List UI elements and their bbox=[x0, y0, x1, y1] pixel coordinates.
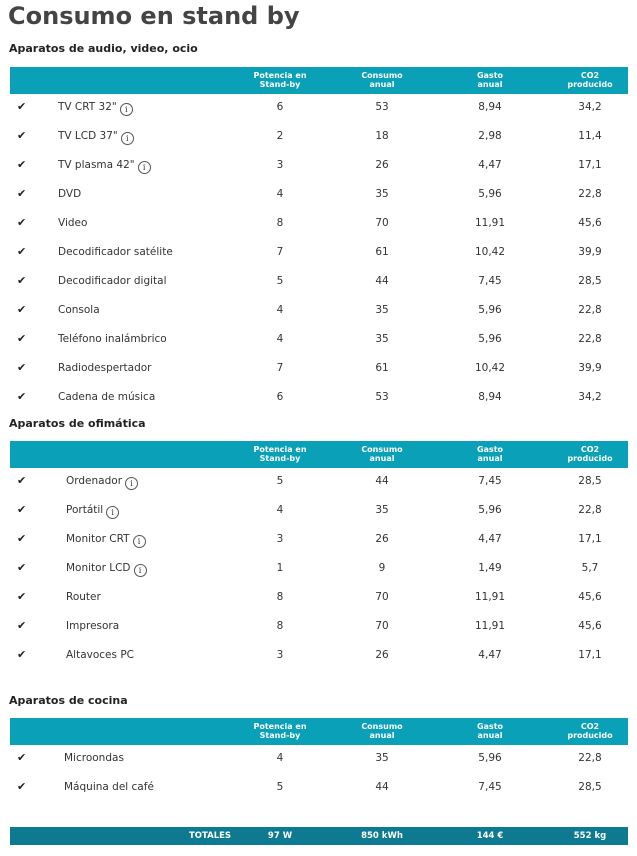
cell-potencia: 6 bbox=[276, 391, 284, 403]
check-icon[interactable]: ✔ bbox=[17, 390, 27, 403]
section-title: Aparatos de ofimática bbox=[9, 417, 146, 430]
appliance-name: TV plasma 42" bbox=[58, 159, 135, 171]
cell-consumo: 70 bbox=[375, 217, 389, 229]
cell-gasto: 10,42 bbox=[474, 246, 506, 258]
column-header-gasto bbox=[445, 445, 535, 463]
cell-consumo: 35 bbox=[375, 752, 389, 764]
cell-gasto: 10,42 bbox=[474, 362, 506, 374]
column-header-line: Gasto bbox=[476, 722, 504, 731]
cell-potencia: 8 bbox=[276, 217, 284, 229]
check-icon[interactable]: ✔ bbox=[17, 187, 27, 200]
appliance-name: Máquina del café bbox=[64, 781, 154, 793]
column-header-line: Potencia en bbox=[253, 722, 307, 731]
cell-consumo: 26 bbox=[375, 649, 389, 661]
appliance-name: Altavoces PC bbox=[66, 649, 134, 661]
column-header-line: producido bbox=[567, 454, 613, 463]
table-row bbox=[10, 525, 628, 554]
cell-potencia: 3 bbox=[276, 649, 284, 661]
column-header-co2 bbox=[545, 722, 635, 740]
table-header bbox=[10, 718, 628, 745]
appliance-label bbox=[66, 504, 119, 519]
check-icon[interactable]: ✔ bbox=[17, 780, 27, 793]
table-row bbox=[10, 296, 628, 325]
table-row bbox=[10, 467, 628, 496]
cell-consumo: 18 bbox=[375, 130, 389, 142]
page-title: Consumo en stand by bbox=[8, 2, 300, 30]
table-row bbox=[10, 267, 628, 296]
appliance-name: Decodificador digital bbox=[58, 275, 167, 287]
appliance-label bbox=[58, 159, 151, 174]
appliance-label bbox=[64, 781, 154, 794]
cell-potencia: 8 bbox=[276, 591, 284, 603]
cell-gasto: 1,49 bbox=[478, 562, 502, 574]
cell-potencia: 4 bbox=[276, 304, 284, 316]
table-row bbox=[10, 209, 628, 238]
cell-consumo: 70 bbox=[375, 620, 389, 632]
appliance-name: Ordenador bbox=[66, 475, 123, 487]
table-row bbox=[10, 383, 628, 412]
appliance-name: Impresora bbox=[66, 620, 120, 632]
cell-co2: 22,8 bbox=[578, 333, 602, 345]
appliance-name: DVD bbox=[58, 188, 82, 200]
table-row bbox=[10, 554, 628, 583]
table-header bbox=[10, 67, 628, 94]
appliance-name: Router bbox=[66, 591, 101, 603]
appliance-label bbox=[64, 752, 124, 765]
cell-gasto: 7,45 bbox=[478, 275, 502, 287]
table-row bbox=[10, 744, 628, 773]
cell-gasto: 11,91 bbox=[474, 217, 506, 229]
appliance-name: Video bbox=[58, 217, 88, 229]
cell-potencia: 7 bbox=[276, 362, 284, 374]
cell-co2: 22,8 bbox=[578, 304, 602, 316]
check-icon[interactable]: ✔ bbox=[17, 216, 27, 229]
check-icon[interactable]: ✔ bbox=[17, 532, 27, 545]
appliance-label bbox=[58, 188, 81, 201]
cell-consumo: 26 bbox=[375, 159, 389, 171]
column-header-line: producido bbox=[567, 731, 613, 740]
column-header-co2 bbox=[545, 71, 635, 89]
check-icon[interactable]: ✔ bbox=[17, 619, 27, 632]
cell-gasto: 8,94 bbox=[478, 101, 502, 113]
column-header-line: anual bbox=[369, 731, 395, 740]
totals-potencia: 97 W bbox=[267, 831, 293, 841]
appliance-name: Monitor CRT bbox=[66, 533, 130, 545]
cell-gasto: 4,47 bbox=[478, 159, 502, 171]
appliance-name: Decodificador satélite bbox=[58, 246, 173, 258]
cell-co2: 45,6 bbox=[578, 591, 602, 603]
cell-co2: 39,9 bbox=[578, 246, 602, 258]
check-icon[interactable]: ✔ bbox=[17, 503, 27, 516]
appliance-label bbox=[66, 591, 101, 604]
appliance-name: TV LCD 37" bbox=[58, 130, 118, 142]
cell-co2: 28,5 bbox=[578, 781, 602, 793]
column-header-line: CO2 bbox=[580, 71, 600, 80]
table-row bbox=[10, 151, 628, 180]
cell-co2: 22,8 bbox=[578, 504, 602, 516]
cell-co2: 5,7 bbox=[581, 562, 599, 574]
cell-potencia: 5 bbox=[276, 781, 284, 793]
cell-co2: 34,2 bbox=[578, 101, 602, 113]
cell-co2: 28,5 bbox=[578, 475, 602, 487]
cell-consumo: 70 bbox=[375, 591, 389, 603]
appliance-label bbox=[58, 130, 134, 145]
column-header-line: Consumo bbox=[361, 722, 403, 731]
appliance-name: Microondas bbox=[64, 752, 124, 764]
cell-potencia: 8 bbox=[276, 620, 284, 632]
cell-consumo: 53 bbox=[375, 101, 389, 113]
cell-consumo: 44 bbox=[375, 275, 389, 287]
column-header-line: Consumo bbox=[361, 71, 403, 80]
cell-gasto: 4,47 bbox=[478, 649, 502, 661]
column-header-line: Gasto bbox=[476, 71, 504, 80]
section-title: Aparatos de audio, video, ocio bbox=[9, 42, 198, 55]
appliance-name: Consola bbox=[58, 304, 100, 316]
appliance-name: Cadena de música bbox=[58, 391, 156, 403]
column-header-line: Gasto bbox=[476, 445, 504, 454]
cell-co2: 34,2 bbox=[578, 391, 602, 403]
table-row bbox=[10, 93, 628, 122]
column-header-co2 bbox=[545, 445, 635, 463]
column-header-consumo bbox=[337, 445, 427, 463]
column-header-line: Potencia en bbox=[253, 71, 307, 80]
appliance-label bbox=[58, 101, 133, 116]
cell-potencia: 4 bbox=[276, 188, 284, 200]
appliance-label bbox=[66, 562, 147, 577]
appliance-label bbox=[58, 217, 87, 230]
column-header-potencia bbox=[235, 445, 325, 463]
check-icon[interactable]: ✔ bbox=[17, 100, 27, 113]
appliance-name: Portátil bbox=[66, 504, 104, 516]
check-icon[interactable]: ✔ bbox=[17, 561, 27, 574]
table-row bbox=[10, 496, 628, 525]
column-header-line: Stand-by bbox=[259, 454, 301, 463]
column-header-line: anual bbox=[369, 80, 395, 89]
column-header-line: Stand-by bbox=[259, 80, 301, 89]
cell-gasto: 5,96 bbox=[478, 752, 502, 764]
cell-potencia: 5 bbox=[276, 275, 284, 287]
cell-gasto: 5,96 bbox=[478, 333, 502, 345]
cell-potencia: 5 bbox=[276, 475, 284, 487]
column-header-line: anual bbox=[477, 731, 503, 740]
cell-gasto: 7,45 bbox=[478, 475, 502, 487]
cell-co2: 39,9 bbox=[578, 362, 602, 374]
column-header-line: CO2 bbox=[580, 445, 600, 454]
check-icon[interactable]: ✔ bbox=[17, 361, 27, 374]
column-header-line: Consumo bbox=[361, 445, 403, 454]
appliance-label bbox=[58, 304, 100, 317]
info-icon[interactable]: i bbox=[120, 103, 133, 116]
table-header bbox=[10, 441, 628, 468]
table-row bbox=[10, 325, 628, 354]
appliance-name: Teléfono inalámbrico bbox=[58, 333, 167, 345]
appliance-label bbox=[58, 391, 155, 404]
cell-co2: 45,6 bbox=[578, 620, 602, 632]
column-header-line: CO2 bbox=[580, 722, 600, 731]
column-header-consumo bbox=[337, 722, 427, 740]
cell-gasto: 4,47 bbox=[478, 533, 502, 545]
check-icon[interactable]: ✔ bbox=[17, 648, 27, 661]
table-row bbox=[10, 773, 628, 802]
cell-potencia: 1 bbox=[276, 562, 284, 574]
check-icon[interactable]: ✔ bbox=[17, 332, 27, 345]
check-icon[interactable]: ✔ bbox=[17, 590, 27, 603]
section-title: Aparatos de cocina bbox=[9, 694, 128, 707]
cell-potencia: 2 bbox=[276, 130, 284, 142]
column-header-line: anual bbox=[477, 454, 503, 463]
cell-consumo: 26 bbox=[375, 533, 389, 545]
table-row bbox=[10, 583, 628, 612]
appliance-label bbox=[66, 475, 138, 490]
appliance-name: TV CRT 32" bbox=[58, 101, 117, 113]
appliance-label bbox=[58, 275, 167, 288]
cell-gasto: 11,91 bbox=[474, 591, 506, 603]
cell-consumo: 61 bbox=[375, 246, 389, 258]
check-icon[interactable]: ✔ bbox=[17, 245, 27, 258]
appliance-name: Monitor LCD bbox=[66, 562, 131, 574]
table-row bbox=[10, 612, 628, 641]
totals-co2: 552 kg bbox=[573, 831, 607, 841]
check-icon[interactable]: ✔ bbox=[17, 751, 27, 764]
appliance-label bbox=[58, 362, 152, 375]
appliance-label bbox=[58, 333, 167, 346]
info-icon[interactable]: i bbox=[133, 535, 146, 548]
info-icon[interactable]: i bbox=[121, 132, 134, 145]
cell-co2: 17,1 bbox=[578, 159, 602, 171]
cell-consumo: 44 bbox=[375, 475, 389, 487]
totals-gasto: 144 € bbox=[476, 831, 504, 841]
appliance-name: Radiodespertador bbox=[58, 362, 152, 374]
cell-consumo: 35 bbox=[375, 504, 389, 516]
cell-gasto: 11,91 bbox=[474, 620, 506, 632]
column-header-gasto bbox=[445, 722, 535, 740]
cell-consumo: 35 bbox=[375, 333, 389, 345]
appliance-label bbox=[66, 533, 146, 548]
table-row bbox=[10, 238, 628, 267]
column-header-gasto bbox=[445, 71, 535, 89]
cell-gasto: 5,96 bbox=[478, 304, 502, 316]
cell-consumo: 35 bbox=[375, 304, 389, 316]
cell-co2: 22,8 bbox=[578, 752, 602, 764]
cell-consumo: 53 bbox=[375, 391, 389, 403]
table-row bbox=[10, 641, 628, 670]
column-header-potencia bbox=[235, 71, 325, 89]
check-icon[interactable]: ✔ bbox=[17, 274, 27, 287]
totals-bar bbox=[10, 827, 628, 845]
cell-gasto: 5,96 bbox=[478, 504, 502, 516]
cell-potencia: 7 bbox=[276, 246, 284, 258]
check-icon[interactable]: ✔ bbox=[17, 474, 27, 487]
column-header-line: producido bbox=[567, 80, 613, 89]
appliance-label bbox=[66, 620, 119, 633]
cell-co2: 17,1 bbox=[578, 649, 602, 661]
cell-gasto: 7,45 bbox=[478, 781, 502, 793]
check-icon[interactable]: ✔ bbox=[17, 129, 27, 142]
cell-potencia: 3 bbox=[276, 159, 284, 171]
cell-gasto: 2,98 bbox=[478, 130, 502, 142]
cell-co2: 28,5 bbox=[578, 275, 602, 287]
table-row bbox=[10, 122, 628, 151]
info-icon[interactable]: i bbox=[134, 564, 147, 577]
table-row bbox=[10, 180, 628, 209]
info-icon[interactable]: i bbox=[106, 506, 119, 519]
cell-potencia: 3 bbox=[276, 533, 284, 545]
totals-label: TOTALES bbox=[188, 831, 232, 841]
cell-potencia: 6 bbox=[276, 101, 284, 113]
column-header-potencia bbox=[235, 722, 325, 740]
cell-consumo: 44 bbox=[375, 781, 389, 793]
info-icon[interactable]: i bbox=[125, 477, 138, 490]
column-header-line: anual bbox=[369, 454, 395, 463]
cell-potencia: 4 bbox=[276, 752, 284, 764]
appliance-label bbox=[66, 649, 134, 662]
cell-co2: 45,6 bbox=[578, 217, 602, 229]
appliance-label bbox=[58, 246, 173, 259]
column-header-consumo bbox=[337, 71, 427, 89]
cell-gasto: 5,96 bbox=[478, 188, 502, 200]
info-icon[interactable]: i bbox=[138, 161, 151, 174]
totals-consumo: 850 kWh bbox=[361, 831, 403, 841]
check-icon[interactable]: ✔ bbox=[17, 158, 27, 171]
cell-potencia: 4 bbox=[276, 333, 284, 345]
cell-consumo: 9 bbox=[378, 562, 386, 574]
cell-co2: 11,4 bbox=[578, 130, 602, 142]
cell-co2: 22,8 bbox=[578, 188, 602, 200]
cell-consumo: 35 bbox=[375, 188, 389, 200]
column-header-line: Stand-by bbox=[259, 731, 301, 740]
cell-potencia: 4 bbox=[276, 504, 284, 516]
cell-co2: 17,1 bbox=[578, 533, 602, 545]
check-icon[interactable]: ✔ bbox=[17, 303, 27, 316]
cell-consumo: 61 bbox=[375, 362, 389, 374]
table-row bbox=[10, 354, 628, 383]
cell-gasto: 8,94 bbox=[478, 391, 502, 403]
column-header-line: anual bbox=[477, 80, 503, 89]
column-header-line: Potencia en bbox=[253, 445, 307, 454]
